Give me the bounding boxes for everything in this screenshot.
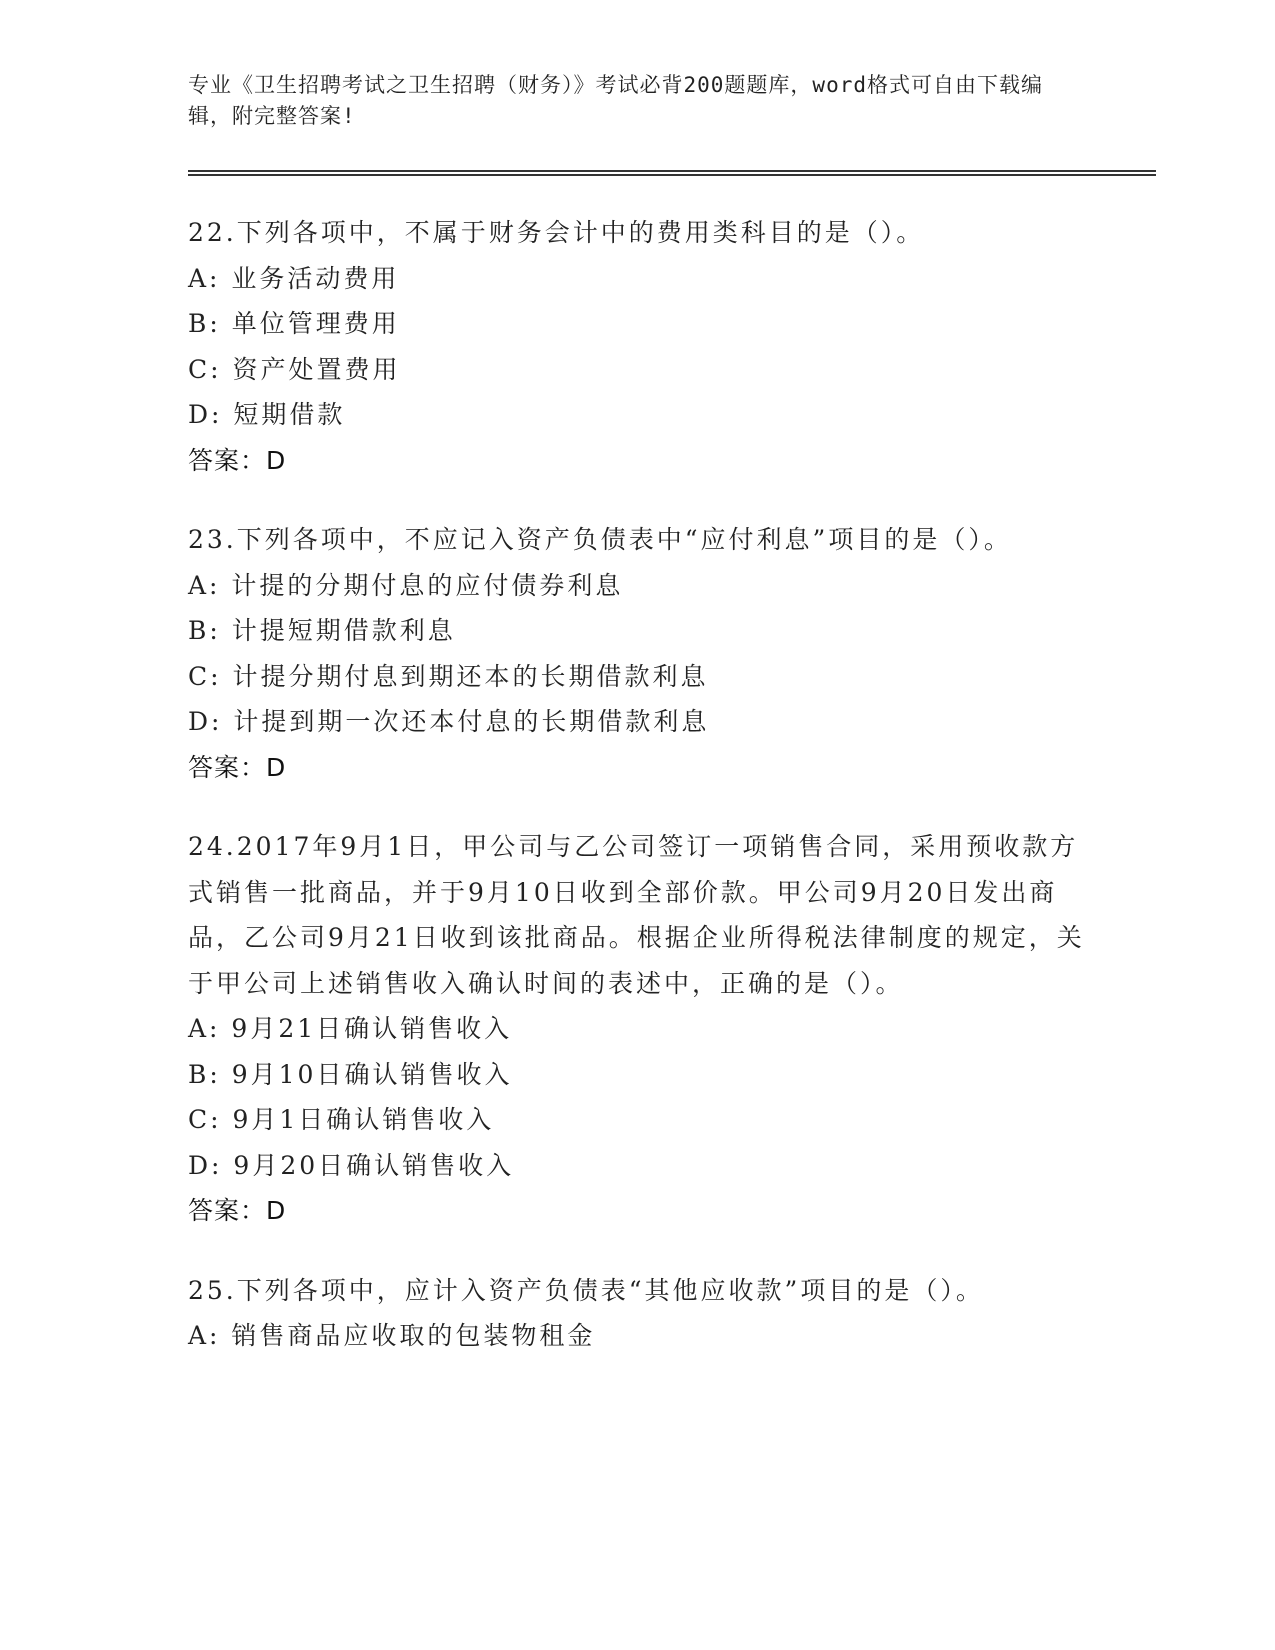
option-d: D: 短期借款 — [188, 400, 346, 429]
option-c: C: 资产处置费用 — [188, 354, 401, 384]
option-a: A: 计提的分期付息的应付债券利息 — [188, 570, 624, 600]
answer: 答案：D — [188, 1196, 287, 1225]
option-b: B: 单位管理费用 — [188, 309, 400, 338]
question-text: 24.2017年9月1日，甲公司与乙公司签订一项销售合同，采用预收款方式销售一批商品，并于9月10日收到全部价款。甲公司9月20日发出商品，乙公司9月21日收到该批商品。根据企业所得税法律制度的规定，关于甲公司上述销售收入确认时间的表述中，正确的是（）。 — [188, 832, 1085, 998]
option-a: A: 业务活动费用 — [188, 263, 400, 293]
option-b: B: 9月10日确认销售收入 — [188, 1059, 513, 1089]
option-d: D: 计提到期一次还本付息的长期借款利息 — [188, 707, 710, 736]
question-25 — [188, 1268, 1148, 1359]
question-24 — [188, 824, 1148, 1234]
answer: 答案：D — [188, 752, 287, 782]
question-22 — [188, 210, 1148, 483]
option-c: C: 计提分期付息到期还本的长期借款利息 — [188, 661, 709, 691]
document-page — [188, 70, 1148, 1393]
question-text: 22.下列各项中，不属于财务会计中的费用类科目的是（）。 — [188, 218, 925, 247]
header-divider — [188, 170, 1156, 176]
option-a: A: 9月21日确认销售收入 — [188, 1014, 513, 1043]
option-d: D: 9月20日确认销售收入 — [188, 1150, 515, 1180]
answer: 答案：D — [188, 445, 287, 475]
question-list — [188, 210, 1148, 1359]
option-b: B: 计提短期借款利息 — [188, 616, 456, 645]
question-text: 23.下列各项中，不应记入资产负债表中“应付利息”项目的是（）。 — [188, 525, 1012, 554]
option-c: C: 9月1日确认销售收入 — [188, 1105, 495, 1134]
option-a: A: 销售商品应收取的包装物租金 — [188, 1321, 596, 1350]
document-header: 专业《卫生招聘考试之卫生招聘（财务）》考试必背200题题库，word格式可自由下载编辑，附完整答案! — [188, 73, 1043, 128]
question-text: 25.下列各项中，应计入资产负债表“其他应收款”项目的是（）。 — [188, 1275, 984, 1305]
question-23 — [188, 517, 1148, 790]
